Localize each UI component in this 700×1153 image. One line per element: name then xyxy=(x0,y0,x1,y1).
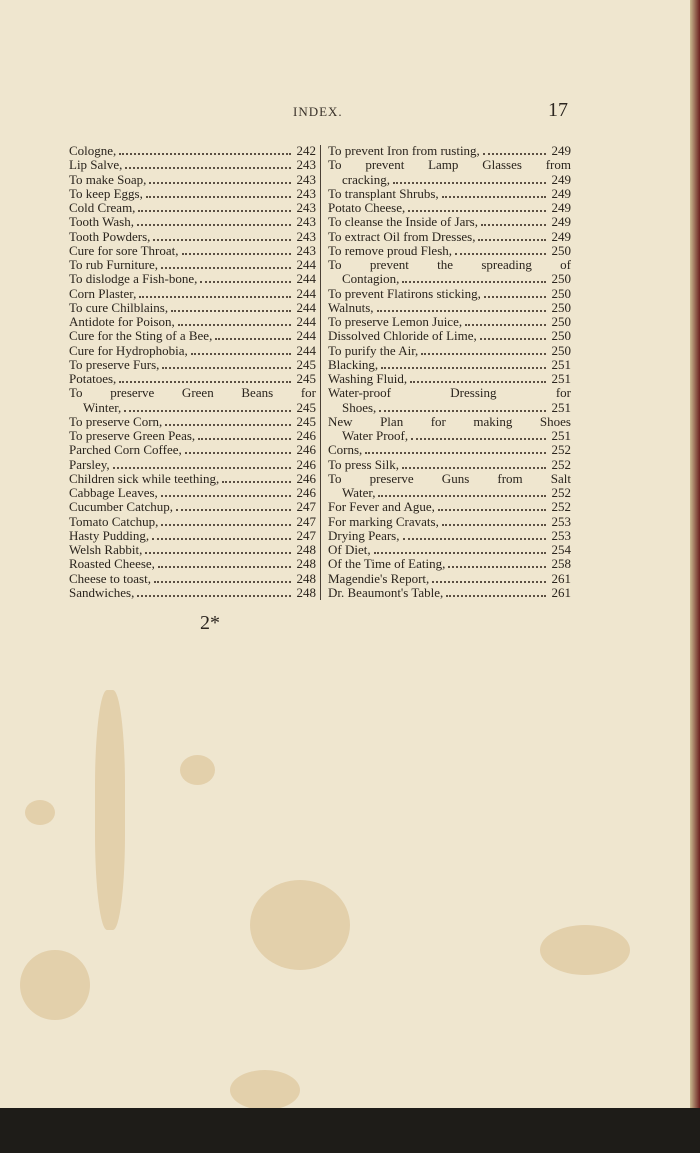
index-entry xyxy=(69,158,316,172)
entry-title: Dr. Beaumont's Table, xyxy=(328,584,444,600)
index-entry xyxy=(69,515,316,529)
entry-title: Potatoes, xyxy=(69,371,117,386)
index-entry xyxy=(328,458,571,472)
entry-title: To preserve Green Peas, xyxy=(69,428,196,443)
leader-dots xyxy=(200,272,291,283)
entry-title: To press Silk, xyxy=(328,456,399,472)
index-column-left xyxy=(69,144,316,600)
index-entry xyxy=(69,329,316,343)
leader-dots xyxy=(448,557,546,568)
entry-title: Tomato Catchup, xyxy=(69,513,159,529)
index-entry xyxy=(328,429,571,443)
entry-title: To dislodge a Fish-bone, xyxy=(69,271,198,287)
entry-title: To rub Furniture, xyxy=(69,257,158,272)
entry-page-number: 246 xyxy=(296,470,316,486)
entry-page-number: 250 xyxy=(551,328,571,344)
page-edge xyxy=(690,0,700,1108)
entry-page-number: 251 xyxy=(551,371,571,386)
entry-title: Of Diet, xyxy=(328,542,371,557)
entry-title: To extract Oil from Dresses, xyxy=(328,228,476,244)
entry-title: Cold Cream, xyxy=(69,200,136,215)
leader-dots xyxy=(446,586,546,597)
leader-dots xyxy=(146,187,291,198)
leader-dots xyxy=(165,415,291,426)
entry-title: Of the Time of Eating, xyxy=(328,556,446,572)
index-entry xyxy=(328,472,571,486)
leader-dots xyxy=(481,215,546,226)
leader-dots xyxy=(124,401,291,412)
entry-page-number: 245 xyxy=(296,356,316,372)
leader-dots xyxy=(421,344,546,355)
index-entry xyxy=(328,344,571,358)
entry-title: Water, xyxy=(342,485,376,500)
entry-title: To purify the Air, xyxy=(328,342,419,358)
entry-title: Parsley, xyxy=(69,456,110,472)
index-entry xyxy=(69,315,316,329)
leader-dots xyxy=(161,258,291,269)
index-entry xyxy=(69,187,316,201)
leader-dots xyxy=(381,358,546,369)
entry-title: Cucumber Catchup, xyxy=(69,499,173,515)
leader-dots xyxy=(483,144,546,155)
entry-page-number: 248 xyxy=(296,556,316,572)
scan-background xyxy=(0,1108,700,1153)
leader-dots xyxy=(139,287,291,298)
index-entry xyxy=(69,557,316,571)
entry-page-number: 243 xyxy=(296,185,316,201)
entry-title: cracking, xyxy=(342,171,391,187)
entry-page-number: 246 xyxy=(296,456,316,472)
entry-page-number: 247 xyxy=(296,499,316,515)
index-entry xyxy=(69,372,316,386)
leader-dots xyxy=(478,230,546,241)
index-entry xyxy=(328,187,571,201)
leader-dots xyxy=(138,201,291,212)
entry-page-number: 252 xyxy=(551,456,571,472)
entry-title: To preserve Lemon Juice, xyxy=(328,314,463,329)
entry-title: Roasted Cheese, xyxy=(69,556,155,572)
leader-dots xyxy=(438,500,546,511)
index-entry xyxy=(328,572,571,586)
stain-decoration xyxy=(25,800,55,825)
entry-title: To remove proud Flesh, xyxy=(328,242,453,258)
entry-page-number: 247 xyxy=(296,527,316,543)
entry-page-number: 248 xyxy=(296,570,316,586)
leader-dots xyxy=(402,458,546,469)
entry-title: Parched Corn Coffee, xyxy=(69,442,182,458)
entry-page-number: 243 xyxy=(296,171,316,187)
leader-dots xyxy=(198,429,291,440)
entry-page-number: 252 xyxy=(551,485,571,500)
entry-page-number: 252 xyxy=(551,442,571,458)
index-entry xyxy=(328,230,571,244)
leader-dots xyxy=(178,315,291,326)
entry-page-number: 248 xyxy=(296,542,316,557)
entry-page-number: 247 xyxy=(296,513,316,529)
entry-page-number: 258 xyxy=(551,556,571,572)
leader-dots xyxy=(153,230,291,241)
index-entry xyxy=(69,586,316,600)
index-entry xyxy=(328,486,571,500)
entry-title: Tooth Wash, xyxy=(69,214,134,230)
index-entry xyxy=(328,201,571,215)
entry-title: To cure Chilblains, xyxy=(69,299,169,315)
index-entry xyxy=(69,287,316,301)
entry-page-number: 251 xyxy=(551,356,571,372)
entry-title: Cure for sore Throat, xyxy=(69,242,179,258)
leader-dots xyxy=(137,215,291,226)
index-entry xyxy=(69,173,316,187)
index-entry xyxy=(328,515,571,529)
entry-page-number: 253 xyxy=(551,513,571,529)
entry-title: To cleanse the Inside of Jars, xyxy=(328,214,478,230)
entry-page-number: 243 xyxy=(296,228,316,244)
index-entry xyxy=(328,329,571,343)
index-entry xyxy=(328,543,571,557)
index-entry xyxy=(69,500,316,514)
index-entry xyxy=(328,173,571,187)
entry-page-number: 250 xyxy=(551,271,571,287)
entry-page-number: 252 xyxy=(551,499,571,515)
entry-page-number: 251 xyxy=(551,399,571,415)
leader-dots xyxy=(119,144,291,155)
entry-title: Tooth Powders, xyxy=(69,228,151,244)
leader-dots xyxy=(145,543,291,554)
leader-dots xyxy=(484,287,546,298)
entry-title: Water Proof, xyxy=(342,428,409,443)
leader-dots xyxy=(137,586,291,597)
entry-title: Contagion, xyxy=(342,271,400,287)
index-entry xyxy=(328,586,571,600)
index-entry xyxy=(69,301,316,315)
index-entry xyxy=(69,144,316,158)
entry-title: Lip Salve, xyxy=(69,157,123,173)
index-entry xyxy=(328,272,571,286)
entry-page-number: 248 xyxy=(296,584,316,600)
index-entry xyxy=(328,315,571,329)
index-entry xyxy=(328,500,571,514)
entry-page-number: 243 xyxy=(296,242,316,258)
column-divider xyxy=(320,145,321,600)
index-entry xyxy=(69,415,316,429)
leader-dots xyxy=(365,443,546,454)
stain-decoration xyxy=(180,755,215,785)
running-header: INDEX. xyxy=(293,104,343,119)
entry-title: Cabbage Leaves, xyxy=(69,485,158,500)
index-entry xyxy=(69,272,316,286)
leader-dots xyxy=(158,557,291,568)
index-entry xyxy=(328,415,571,429)
stain-decoration xyxy=(20,950,90,1020)
entry-page-number: 246 xyxy=(296,485,316,500)
index-entry xyxy=(69,258,316,272)
index-entry xyxy=(328,287,571,301)
stain-decoration xyxy=(95,690,125,930)
index-entry xyxy=(69,386,316,400)
leader-dots xyxy=(162,358,291,369)
leader-dots xyxy=(465,315,546,326)
leader-dots xyxy=(182,244,291,255)
leader-dots xyxy=(222,472,291,483)
index-entry xyxy=(328,358,571,372)
index-column-right xyxy=(328,144,571,600)
signature-mark: 2* xyxy=(200,612,220,634)
leader-dots xyxy=(455,244,546,255)
entry-title: For Fever and Ague, xyxy=(328,499,435,515)
index-entry xyxy=(69,344,316,358)
entry-title: Sandwiches, xyxy=(69,584,135,600)
index-entry xyxy=(328,144,571,158)
entry-page-number: 250 xyxy=(551,342,571,358)
entry-page-number: 242 xyxy=(296,143,316,158)
entry-page-number: 250 xyxy=(551,314,571,329)
entry-page-number: 251 xyxy=(551,428,571,443)
entry-page-number: 245 xyxy=(296,371,316,386)
index-entry xyxy=(69,543,316,557)
entry-page-number: 244 xyxy=(296,342,316,358)
index-entry xyxy=(328,401,571,415)
leader-dots xyxy=(377,301,546,312)
entry-page-number: 249 xyxy=(551,185,571,201)
leader-dots xyxy=(403,529,547,540)
leader-dots xyxy=(149,173,291,184)
leader-dots xyxy=(171,301,291,312)
leader-dots xyxy=(379,401,546,412)
entry-title: Hasty Pudding, xyxy=(69,527,150,543)
entry-title: To prevent Iron from rusting, xyxy=(328,143,480,158)
entry-page-number: 261 xyxy=(551,570,571,586)
entry-title: New Plan for making Shoes xyxy=(328,413,571,429)
entry-title: To prevent the spreading of xyxy=(328,257,571,272)
entry-title: To preserve Green Beans for xyxy=(69,385,316,401)
entry-title: To prevent Lamp Glasses from xyxy=(328,157,571,173)
leader-dots xyxy=(161,515,291,526)
entry-page-number: 253 xyxy=(551,527,571,543)
entry-page-number: 250 xyxy=(551,299,571,315)
entry-title: Welsh Rabbit, xyxy=(69,542,143,557)
entry-page-number: 243 xyxy=(296,200,316,215)
index-entry xyxy=(69,472,316,486)
leader-dots xyxy=(480,329,546,340)
leader-dots xyxy=(402,272,546,283)
entry-title: Water-proof Dressing for xyxy=(328,385,571,401)
entry-title: Antidote for Poison, xyxy=(69,314,175,329)
entry-page-number: 243 xyxy=(296,157,316,173)
leader-dots xyxy=(393,173,546,184)
entry-page-number: 249 xyxy=(551,171,571,187)
leader-dots xyxy=(374,543,546,554)
entry-title: Dissolved Chloride of Lime, xyxy=(328,328,477,344)
page-number: 17 xyxy=(548,99,568,121)
entry-title: Walnuts, xyxy=(328,299,374,315)
entry-title: To make Soap, xyxy=(69,171,147,187)
entry-page-number: 249 xyxy=(551,143,571,158)
entry-title: To preserve Guns from Salt xyxy=(328,470,571,486)
entry-page-number: 244 xyxy=(296,285,316,301)
index-entry xyxy=(69,358,316,372)
entry-title: Magendie's Report, xyxy=(328,570,430,586)
index-entry xyxy=(69,486,316,500)
index-entry xyxy=(328,215,571,229)
entry-page-number: 244 xyxy=(296,299,316,315)
index-entry xyxy=(328,301,571,315)
entry-page-number: 250 xyxy=(551,242,571,258)
leader-dots xyxy=(408,201,546,212)
index-entry xyxy=(328,529,571,543)
entry-title: Cure for the Sting of a Bee, xyxy=(69,328,213,344)
entry-title: To transplant Shrubs, xyxy=(328,185,439,201)
index-entry xyxy=(328,372,571,386)
leader-dots xyxy=(378,486,546,497)
index-entry xyxy=(69,429,316,443)
index-entry xyxy=(328,258,571,272)
index-entry xyxy=(328,557,571,571)
leader-dots xyxy=(185,443,291,454)
index-entry xyxy=(69,244,316,258)
entry-title: Cheese to toast, xyxy=(69,570,151,586)
entry-page-number: 249 xyxy=(551,214,571,230)
entry-title: Potato Cheese, xyxy=(328,200,406,215)
index-entry xyxy=(69,443,316,457)
entry-title: Shoes, xyxy=(342,399,377,415)
leader-dots xyxy=(154,572,291,583)
entry-title: To preserve Furs, xyxy=(69,356,160,372)
leader-dots xyxy=(125,158,291,169)
index-entry xyxy=(328,386,571,400)
entry-title: Children sick while teething, xyxy=(69,470,220,486)
stain-decoration xyxy=(540,925,630,975)
entry-page-number: 250 xyxy=(551,285,571,301)
entry-page-number: 245 xyxy=(296,399,316,415)
entry-page-number: 244 xyxy=(296,271,316,287)
leader-dots xyxy=(442,515,546,526)
entry-title: To keep Eggs, xyxy=(69,185,143,201)
entry-page-number: 243 xyxy=(296,214,316,230)
entry-title: Winter, xyxy=(83,399,122,415)
leader-dots xyxy=(152,529,291,540)
entry-title: To prevent Flatirons sticking, xyxy=(328,285,481,301)
stain-decoration xyxy=(250,880,350,970)
entry-page-number: 244 xyxy=(296,257,316,272)
index-entry xyxy=(328,443,571,457)
leader-dots xyxy=(191,344,291,355)
entry-title: Blacking, xyxy=(328,356,379,372)
leader-dots xyxy=(176,500,291,511)
entry-page-number: 249 xyxy=(551,228,571,244)
leader-dots xyxy=(119,372,291,383)
entry-title: For marking Cravats, xyxy=(328,513,439,529)
index-entry xyxy=(69,201,316,215)
entry-page-number: 245 xyxy=(296,413,316,429)
entry-title: Cure for Hydrophobia, xyxy=(69,342,188,358)
leader-dots xyxy=(161,486,291,497)
entry-page-number: 254 xyxy=(551,542,571,557)
leader-dots xyxy=(411,429,546,440)
entry-title: Drying Pears, xyxy=(328,527,400,543)
entry-title: Corn Plaster, xyxy=(69,285,137,301)
entry-page-number: 244 xyxy=(296,314,316,329)
leader-dots xyxy=(432,572,546,583)
index-entry xyxy=(328,244,571,258)
entry-title: Corns, xyxy=(328,442,363,458)
entry-page-number: 261 xyxy=(551,584,571,600)
stain-decoration xyxy=(230,1070,300,1110)
leader-dots xyxy=(113,458,291,469)
leader-dots xyxy=(215,329,291,340)
index-entry xyxy=(69,401,316,415)
entry-title: To preserve Corn, xyxy=(69,413,163,429)
index-entry xyxy=(69,529,316,543)
entry-page-number: 249 xyxy=(551,200,571,215)
index-entry xyxy=(69,458,316,472)
entry-title: Cologne, xyxy=(69,143,117,158)
leader-dots xyxy=(410,372,546,383)
index-entry xyxy=(69,230,316,244)
entry-title: Washing Fluid, xyxy=(328,371,408,386)
entry-page-number: 246 xyxy=(296,442,316,458)
index-entry xyxy=(69,215,316,229)
leader-dots xyxy=(442,187,546,198)
entry-page-number: 244 xyxy=(296,328,316,344)
index-entry xyxy=(328,158,571,172)
entry-page-number: 246 xyxy=(296,428,316,443)
index-entry xyxy=(69,572,316,586)
